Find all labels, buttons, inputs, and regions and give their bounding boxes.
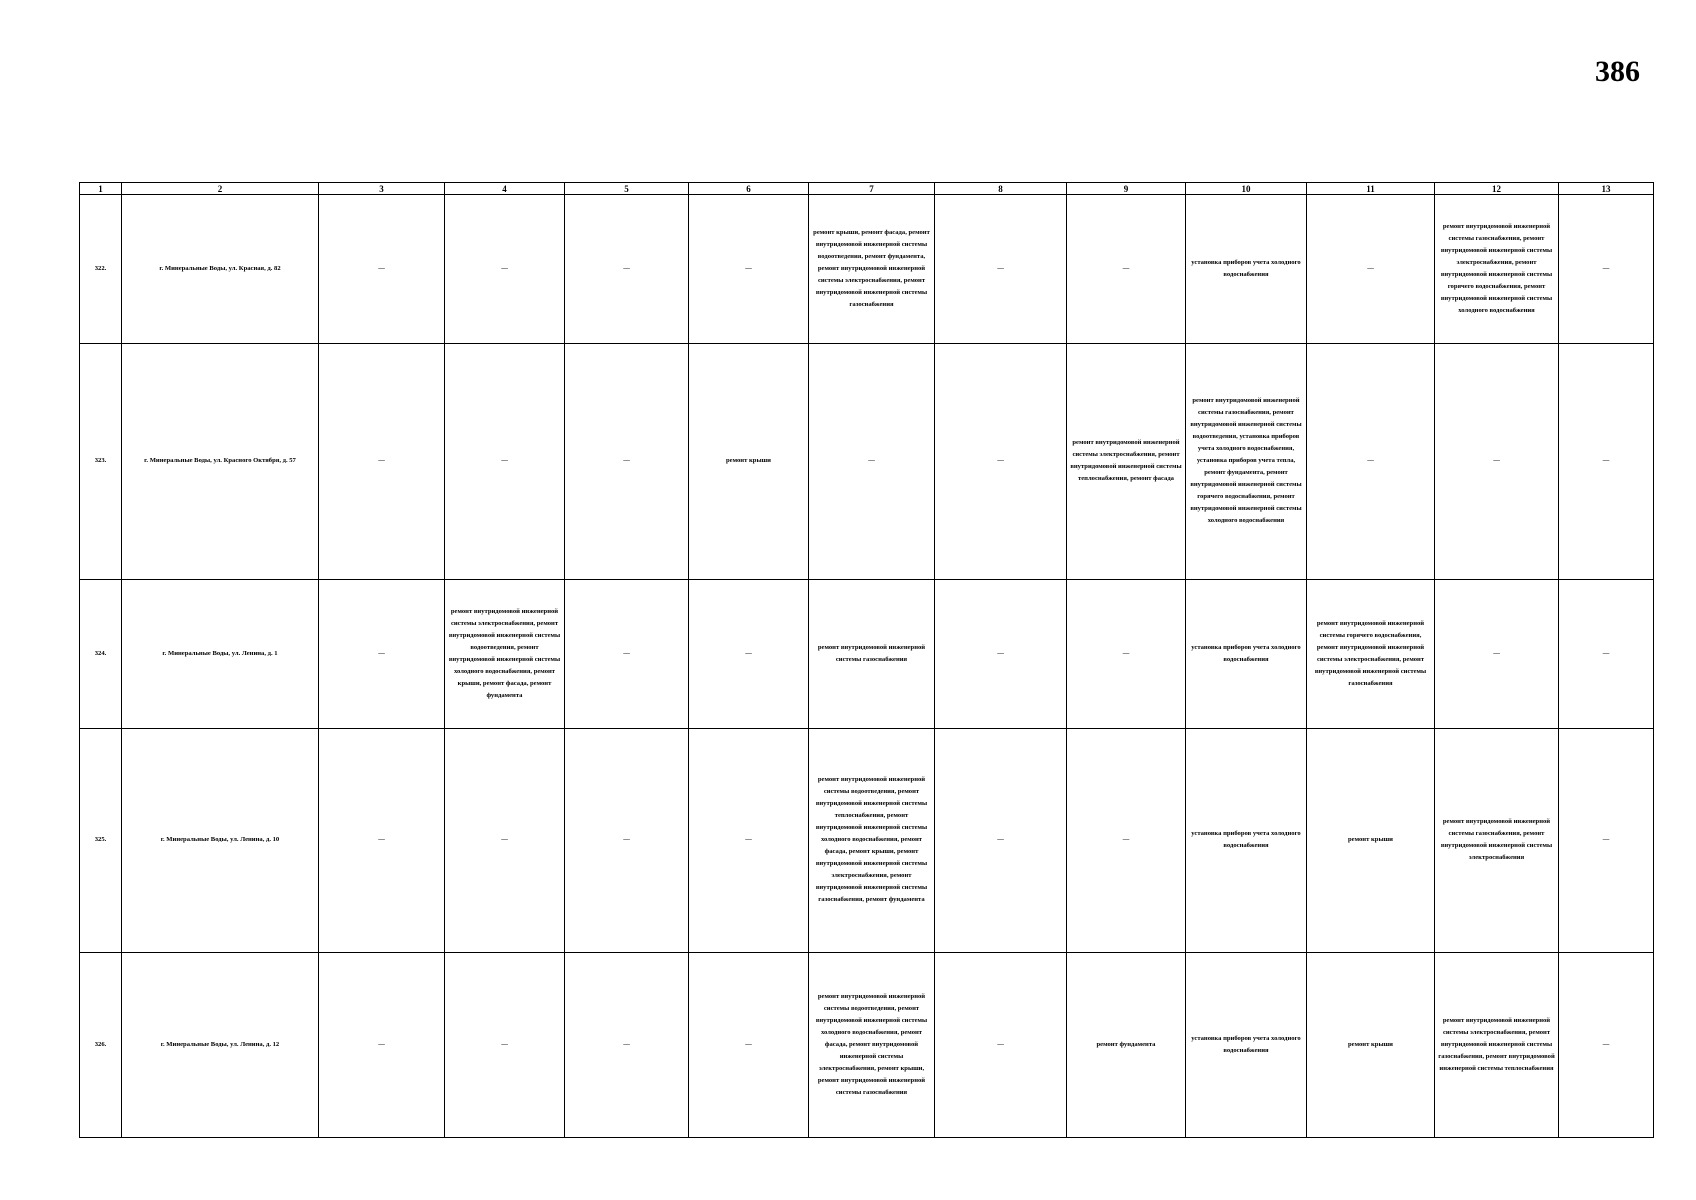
column-header: 5 <box>565 183 689 195</box>
table-cell: — <box>565 952 689 1137</box>
table-cell: ремонт внутридомовой инженерной системы газоснабжения <box>809 579 935 728</box>
table-cell: — <box>1067 728 1186 952</box>
table-row <box>80 728 1654 952</box>
table-cell: ремонт внутридомовой инженерной системы газоснабжения, ремонт внутридомовой инженерной системы электроснабжения <box>1435 728 1559 952</box>
column-header: 12 <box>1435 183 1559 195</box>
header-row <box>80 183 1654 195</box>
column-header: 4 <box>445 183 565 195</box>
table-cell: — <box>809 344 935 580</box>
table-cell: ремонт фундамента <box>1067 952 1186 1137</box>
table-cell: установка приборов учета холодного водоснабжения <box>1186 952 1307 1137</box>
table-row <box>80 195 1654 344</box>
table-cell: ремонт внутридомовой инженерной системы водоотведения, ремонт внутридомовой инженерной системы холодного водоснабжения, ремонт фасада, ремонт внутридомовой инженерной системы электроснабжения, ремонт крыши, ремонт внутридомовой инженерной системы газоснабжения <box>809 952 935 1137</box>
address-cell: г. Минеральные Воды, ул. Ленина, д. 10 <box>122 728 319 952</box>
row-number: 322. <box>80 195 122 344</box>
table-cell: — <box>445 728 565 952</box>
table-cell: — <box>689 579 809 728</box>
table-cell: — <box>565 195 689 344</box>
table-cell: — <box>1435 579 1559 728</box>
table-cell: — <box>1067 579 1186 728</box>
table-cell: — <box>319 952 445 1137</box>
repair-schedule-table <box>79 182 1654 1138</box>
table-cell: ремонт крыши <box>689 344 809 580</box>
address-cell: г. Минеральные Воды, ул. Ленина, д. 12 <box>122 952 319 1137</box>
table-cell: ремонт внутридомовой инженерной системы электроснабжения, ремонт внутридомовой инженерной системы теплоснабжения, ремонт фасада <box>1067 344 1186 580</box>
table-row <box>80 344 1654 580</box>
table-cell: — <box>1307 344 1435 580</box>
column-header: 3 <box>319 183 445 195</box>
table-cell: — <box>319 344 445 580</box>
table-cell: — <box>689 195 809 344</box>
column-header: 2 <box>122 183 319 195</box>
column-header: 7 <box>809 183 935 195</box>
table-cell: ремонт крыши <box>1307 952 1435 1137</box>
table-cell: установка приборов учета холодного водоснабжения <box>1186 195 1307 344</box>
table-cell: — <box>1307 195 1435 344</box>
table-cell: — <box>319 195 445 344</box>
table-cell: — <box>935 952 1067 1137</box>
address-cell: г. Минеральные Воды, ул. Красного Октября, д. 57 <box>122 344 319 580</box>
column-header: 11 <box>1307 183 1435 195</box>
table-cell: ремонт крыши <box>1307 728 1435 952</box>
table-cell: установка приборов учета холодного водоснабжения <box>1186 579 1307 728</box>
table-cell: — <box>565 344 689 580</box>
table-cell: ремонт внутридомовой инженерной системы водоотведения, ремонт внутридомовой инженерной системы теплоснабжения, ремонт внутридомовой инженерной системы холодного водоснабжения, ремонт фасада, ремонт крыши, ремонт внутридомовой инженерной системы электроснабжения, ремонт внутридомовой инженерной системы газоснабжения, ремонт фундамента <box>809 728 935 952</box>
table-cell: установка приборов учета холодного водоснабжения <box>1186 728 1307 952</box>
table-cell: — <box>319 579 445 728</box>
table-cell: — <box>1067 195 1186 344</box>
table-cell: — <box>1435 344 1559 580</box>
row-number: 326. <box>80 952 122 1137</box>
table-cell: — <box>1559 728 1654 952</box>
table-cell: — <box>1559 344 1654 580</box>
column-header: 9 <box>1067 183 1186 195</box>
table-row <box>80 952 1654 1137</box>
table-cell: ремонт внутридомовой инженерной системы электроснабжения, ремонт внутридомовой инженерной системы водоотведения, ремонт внутридомовой инженерной системы холодного водоснабжения, ремонт крыши, ремонт фасада, ремонт фундамента <box>445 579 565 728</box>
table-cell: — <box>445 952 565 1137</box>
table-row <box>80 579 1654 728</box>
address-cell: г. Минеральные Воды, ул. Красная, д. 82 <box>122 195 319 344</box>
table-cell: — <box>689 728 809 952</box>
table-cell: — <box>935 728 1067 952</box>
column-header: 1 <box>80 183 122 195</box>
table-cell: ремонт внутридомовой инженерной системы горячего водоснабжения, ремонт внутридомовой инженерной системы электроснабжения, ремонт внутридомовой инженерной системы газоснабжения <box>1307 579 1435 728</box>
column-header: 10 <box>1186 183 1307 195</box>
table-cell: — <box>1559 579 1654 728</box>
table-cell: — <box>935 344 1067 580</box>
table-cell: — <box>689 952 809 1137</box>
table-cell: — <box>1559 195 1654 344</box>
table-cell: ремонт крыши, ремонт фасада, ремонт внутридомовой инженерной системы водоотведения, ремонт фундамента, ремонт внутридомовой инженерной системы электроснабжения, ремонт внутридомовой инженерной системы газоснабжения <box>809 195 935 344</box>
row-number: 324. <box>80 579 122 728</box>
table-cell: ремонт внутридомовой инженерной системы газоснабжения, ремонт внутридомовой инженерной системы электроснабжения, ремонт внутридомовой инженерной системы горячего водоснабжения, ремонт внутридомовой инженерной системы холодного водоснабжения <box>1435 195 1559 344</box>
table-cell: — <box>445 195 565 344</box>
table-cell: — <box>445 344 565 580</box>
table-cell: — <box>1559 952 1654 1137</box>
address-cell: г. Минеральные Воды, ул. Ленина, д. 1 <box>122 579 319 728</box>
table-cell: — <box>935 195 1067 344</box>
table-cell: — <box>935 579 1067 728</box>
column-header: 6 <box>689 183 809 195</box>
table-cell: — <box>565 728 689 952</box>
row-number: 325. <box>80 728 122 952</box>
table-cell: ремонт внутридомовой инженерной системы газоснабжения, ремонт внутридомовой инженерной системы водоотведения, установка приборов учета холодного водоснабжения, установка приборов учета тепла, ремонт фундамента, ремонт внутридомовой инженерной системы горячего водоснабжения, ремонт внутридомовой инженерной системы холодного водоснабжения <box>1186 344 1307 580</box>
column-header: 8 <box>935 183 1067 195</box>
table-cell: ремонт внутридомовой инженерной системы электроснабжения, ремонт внутридомовой инженерной системы газоснабжения, ремонт внутридомовой инженерной системы теплоснабжения <box>1435 952 1559 1137</box>
table-cell: — <box>319 728 445 952</box>
column-header: 13 <box>1559 183 1654 195</box>
row-number: 323. <box>80 344 122 580</box>
table-cell: — <box>565 579 689 728</box>
page-number: 386 <box>1595 55 1640 88</box>
